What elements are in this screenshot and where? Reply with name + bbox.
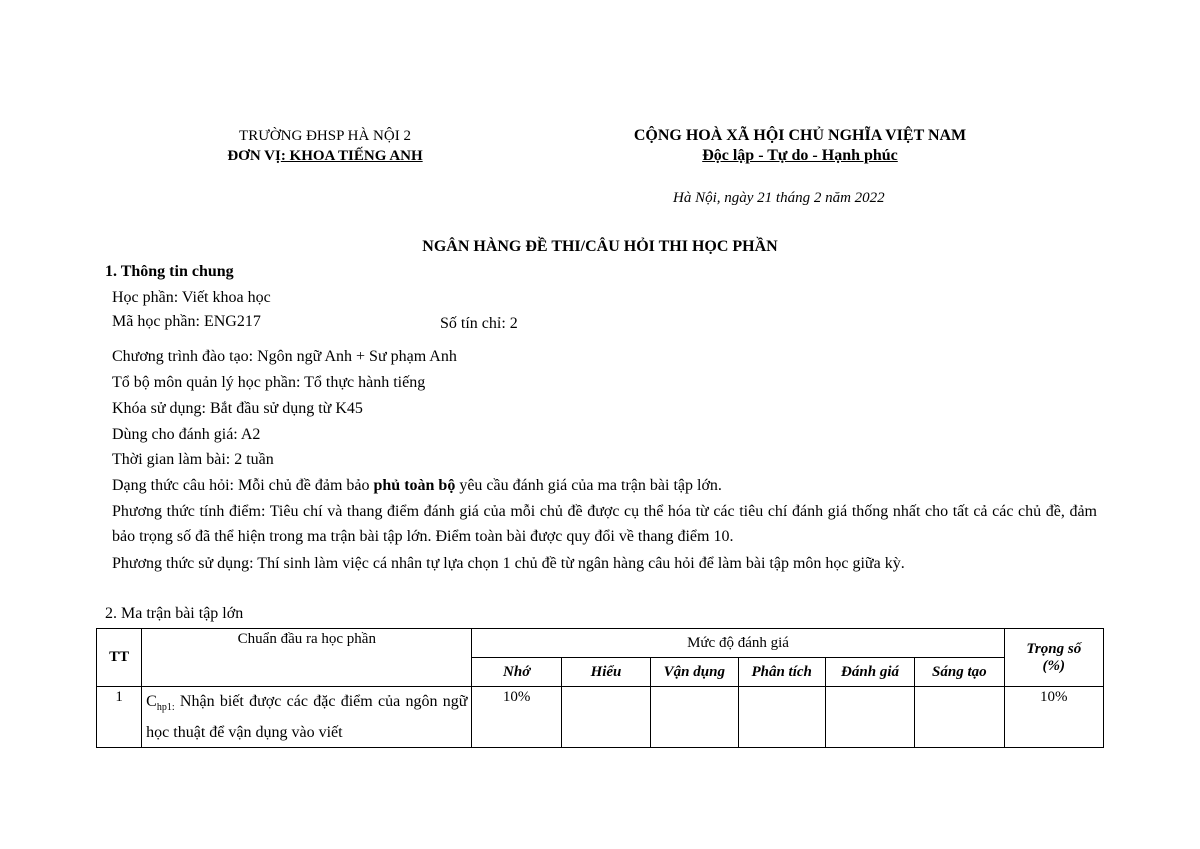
level-apply: Vận dụng [651,658,738,687]
document-date: Hà Nội, ngày 21 tháng 2 năm 2022 [673,190,885,206]
question-format-suffix: yêu cầu đánh giá của ma trận bài tập lớn. [455,477,722,494]
unit-line [160,146,490,166]
course-name: Học phần: Viết khoa học [112,289,271,306]
outcome-code-sub: hp1: [156,702,175,714]
assessment-matrix-table [96,628,1104,748]
section-2-heading: 2. Ma trận bài tập lớn [105,605,244,622]
question-format-bold: phủ toàn bộ [373,477,456,494]
unit-label: ĐƠN VỊ [227,148,281,164]
level-create: Sáng tạo [915,658,1004,687]
credits: Số tín chỉ: 2 [440,315,518,332]
header-weight-line2: (%) [1042,657,1066,674]
header-weight [1004,629,1103,687]
cell-analyze [738,687,825,748]
national-header [590,126,1010,166]
country-name: CỘNG HOÀ XÃ HỘI CHỦ NGHĨA VIỆT NAM [633,127,967,144]
duration: Thời gian làm bài: 2 tuần [112,451,274,468]
row-tt: 1 [97,687,142,748]
level-evaluate: Đánh giá [825,658,914,687]
course-code: Mã học phần: ENG217 [112,313,261,330]
question-format [112,477,722,495]
school-name: TRƯỜNG ĐHSP HÀ NỘI 2 [239,128,411,144]
level-analyze: Phân tích [738,658,825,687]
unit-value: : KHOA TIẾNG ANH [280,148,423,164]
assessment-type: Dùng cho đánh giá: A2 [112,426,261,443]
cell-weight: 10% [1004,687,1103,748]
scoring-method: Phương thức tính điểm: Tiêu chí và thang điểm đánh giá của mỗi chủ đề được cụ thể hóa từ các tiêu chí đánh giá thống nhất cho tất cả các chủ đề, đảm bảo trọng số đã thể hiện trong ma trận bài tập lớn. Điểm toàn bài được quy đổi về thang điểm 10. [112,503,1097,545]
managing-department: Tổ bộ môn quản lý học phần: Tổ thực hành tiếng [112,374,426,391]
cell-understand [561,687,650,748]
cohort: Khóa sử dụng: Bắt đầu sử dụng từ K45 [112,400,363,417]
header-weight-line1: Trọng số [1026,640,1082,657]
outcome-code: C [146,693,157,710]
cell-apply [651,687,738,748]
training-program: Chương trình đào tạo: Ngôn ngữ Anh + Sư phạm Anh [112,348,457,365]
level-remember: Nhớ [472,658,561,687]
question-format-prefix: Dạng thức câu hỏi: Mỗi chủ đề đảm bảo [112,477,374,494]
school-header [160,126,490,166]
header-outcome: Chuẩn đầu ra học phần [142,629,472,687]
table-header-row [97,629,1104,658]
row-outcome [142,687,472,748]
table-row [97,687,1104,748]
outcome-text: Nhận biết được các đặc điểm của ngôn ngữ học thuật để vận dụng vào viết [146,693,468,742]
usage-method: Phương thức sử dụng: Thí sinh làm việc cá nhân tự lựa chọn 1 chủ đề từ ngân hàng câu hỏi để làm bài tập môn học giữa kỳ. [112,555,905,572]
section-1-heading: 1. Thông tin chung [105,263,234,280]
motto: Độc lập - Tự do - Hạnh phúc [702,147,898,164]
level-understand: Hiểu [561,658,650,687]
cell-evaluate [825,687,914,748]
header-tt: TT [97,629,142,687]
header-level: Mức độ đánh giá [472,629,1004,658]
cell-remember: 10% [472,687,561,748]
cell-create [915,687,1004,748]
document-title: NGÂN HÀNG ĐỀ THI/CÂU HỎI THI HỌC PHẦN [422,238,778,255]
